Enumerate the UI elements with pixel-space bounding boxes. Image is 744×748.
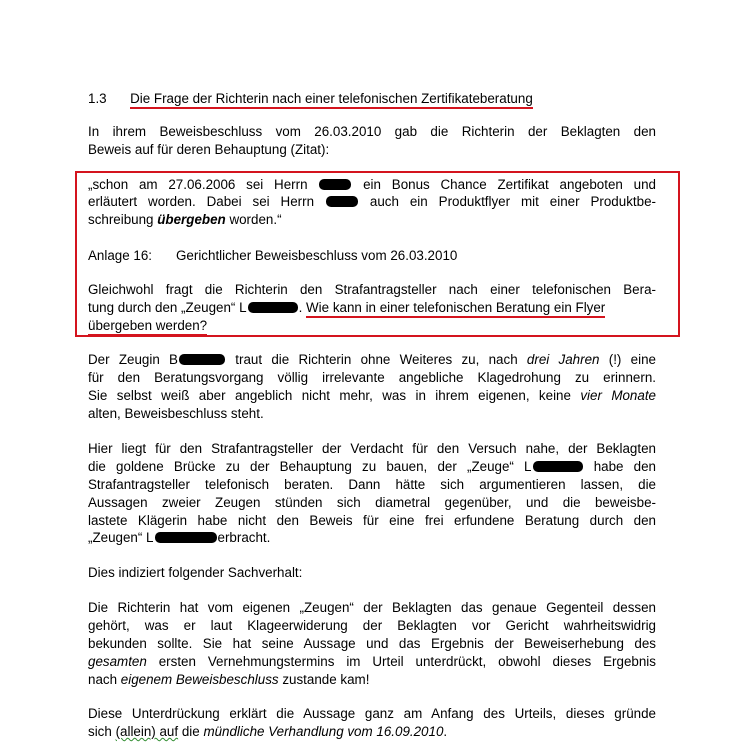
- section-title: Die Frage der Richterin nach einer telefonischen Zertifikateberatung: [130, 91, 533, 109]
- section-number: 1.3: [88, 91, 107, 106]
- paragraph-line: Hier liegt für den Strafantragsteller der Verdacht für den Versuch nahe, der Beklagten: [88, 441, 656, 456]
- paragraph-line: In ihrem Beweisbeschluss vom 26.03.2010 gab die Richterin der Beklagten den: [88, 124, 656, 139]
- underlined-question: Wie kann in einer telefonischen Beratung ein Flyer: [306, 300, 605, 318]
- paragraph-line: alten, Beweisbeschluss steht.: [88, 406, 264, 421]
- paragraph-line: tung durch den „Zeugen“ L . Wie kann in einer telefonischen Beratung ein Flyer: [88, 300, 656, 315]
- paragraph-line: „Zeugen“ L erbracht.: [88, 530, 271, 545]
- paragraph-line: Beweis auf für deren Behauptung (Zitat):: [88, 142, 330, 157]
- paragraph-line: für den Beratungsvorgang völlig irrelevante angebliche Klagedrohung zu erinnern.: [88, 370, 656, 385]
- quote-line: „schon am 27.06.2006 sei Herrn ein Bonus Chance Zertifikat angeboten und: [88, 177, 656, 192]
- paragraph-line: bekunden sollte. Sie hat seine Aussage und das Ergebnis der Beweiserhebung des: [88, 636, 656, 651]
- paragraph-line: [88, 318, 656, 333]
- attachment-label: Anlage 16:: [88, 248, 153, 263]
- attachment-line: [88, 248, 656, 263]
- paragraph-line: sich (allein) auf die mündliche Verhandlung vom 16.09.2010.: [88, 724, 448, 739]
- paragraph-line: gehört, was er laut Klageerwiderung der Beklagten vor Gericht wahrheitswidrig: [88, 618, 656, 633]
- paragraph-line: nach eigenem Beweisbeschluss zustande kam!: [88, 672, 370, 687]
- paragraph-line: lastete Klägerin habe nicht den Beweis für eine frei erfundene Beratung durch den: [88, 513, 656, 528]
- quote-line: erläutert worden. Dabei sei Herrn auch ein Produktflyer mit einer Produktbe-: [88, 194, 656, 209]
- paragraph-line: Aussagen zweier Zeugen stünden sich diametral gegenüber, und die beweisbe-: [88, 495, 656, 510]
- spellcheck-underline: (allein) auf: [115, 724, 179, 739]
- redaction-mark: [319, 179, 351, 190]
- paragraph-line: Der Zeugin B traut die Richterin ohne Weiteres zu, nach drei Jahren (!) eine: [88, 352, 656, 367]
- redaction-mark: [533, 461, 583, 472]
- redaction-mark: [179, 354, 225, 365]
- paragraph-line: Gleichwohl fragt die Richterin den Strafantragsteller nach einer telefonischen Bera-: [88, 282, 656, 297]
- paragraph-line: Die Richterin hat vom eigenen „Zeugen“ der Beklagten das genaue Gegenteil dessen: [88, 600, 656, 615]
- paragraph-line: Diese Unterdrückung erklärt die Aussage ganz am Anfang des Urteils, dieses gründe: [88, 706, 656, 721]
- paragraph-line: Dies indiziert folgender Sachverhalt:: [88, 565, 303, 580]
- section-heading: [88, 91, 656, 106]
- redaction-mark: [326, 196, 358, 207]
- underlined-question: übergeben werden?: [88, 318, 207, 336]
- paragraph-line: gesamten ersten Vernehmungstermins im Urteil unterdrückt, obwohl dieses Ergebnis: [88, 654, 656, 669]
- paragraph-line: Sie selbst weiß aber angeblich nicht mehr, was in ihrem eigenen, keine vier Monate: [88, 388, 656, 403]
- paragraph-line: Strafantragsteller telefonisch beraten. Dann hätte sich argumentieren lassen, die: [88, 477, 656, 492]
- redaction-mark: [248, 302, 298, 313]
- paragraph-line: die goldene Brücke zu der Behauptung zu bauen, der „Zeuge“ L habe den: [88, 459, 656, 474]
- attachment-text: Gerichtlicher Beweisbeschluss vom 26.03.2010: [176, 248, 458, 263]
- redaction-mark: [155, 532, 217, 543]
- quote-line: schreibung übergeben worden.“: [88, 212, 282, 227]
